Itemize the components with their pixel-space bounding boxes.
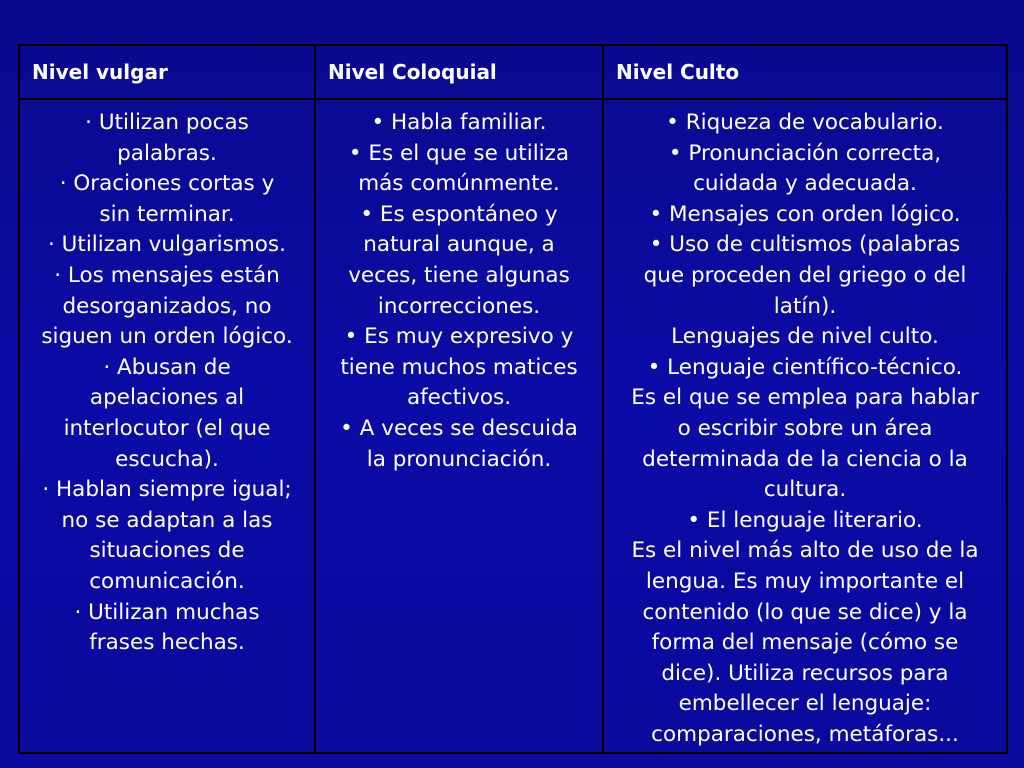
text-line: • Pronunciación correcta, [668,140,942,166]
text-line: incorrecciones. [377,293,541,319]
header-nivel-coloquial: Nivel Coloquial [315,45,603,99]
text-line: no se adaptan a las [61,507,273,533]
text-line: • Riqueza de vocabulario. [666,110,944,135]
text-line: latín). [773,293,837,319]
language-levels-table [18,44,1008,754]
text-line: interlocutor (el que [63,415,271,441]
text-line: palabras. [117,140,217,166]
header-nivel-culto: Nivel Culto [603,45,1007,99]
text-line: • El lenguaje literario. [687,507,923,533]
text-line: · Hablan siempre igual; [42,477,292,503]
text-line: · Utilizan vulgarismos. [48,232,286,258]
text-line: desorganizados, no [62,293,272,319]
text-line: · Utilizan pocas [85,110,249,135]
text-line: veces, tiene algunas [348,262,570,288]
text-line: lengua. Es muy importante el [645,568,965,594]
text-line: afectivos. [406,385,512,411]
text-line: • Lenguaje científico-técnico. [647,354,963,380]
text-line: que proceden del griego o del [643,262,967,288]
text-line: · Abusan de [103,354,231,380]
text-line: natural aunque, a [363,232,555,258]
text-line: determinada de la ciencia o la [642,446,968,472]
text-line: Es el nivel más alto de uso de la [631,538,979,564]
text-line: cuidada y adecuada. [693,171,917,197]
text-line: • Es espontáneo y [360,201,558,227]
text-line: · Utilizan muchas [74,599,260,625]
text-line: forma del mensaje (cómo se [651,630,959,656]
text-line: • Es muy expresivo y [344,324,574,350]
text-line: • Habla familiar. [371,110,547,135]
header-row [19,45,1007,99]
text-line: frases hechas. [89,630,245,656]
text-line: la pronunciación. [366,446,552,472]
text-line: • Es el que se utiliza [348,140,570,166]
text-line: más comúnmente. [358,171,560,197]
cell-nivel-vulgar [19,99,315,753]
text-line: cultura. [763,477,847,503]
text-line: escucha). [115,446,219,472]
text-line: Es el que se emplea para hablar [631,385,979,411]
text-line: situaciones de [89,538,245,564]
text-line: o escribir sobre un área [677,415,933,441]
cell-nivel-coloquial [315,99,603,753]
text-line: comparaciones, metáforas... [651,721,959,747]
text-line: comunicación. [89,568,245,594]
text-line: dice). Utiliza recursos para [661,660,949,686]
text-line: • Mensajes con orden lógico. [649,201,961,227]
text-line: · Oraciones cortas y [59,171,275,197]
text-line: embellecer el lenguaje: [678,691,932,717]
text-line: • A veces se descuida [340,415,578,441]
text-line: · Los mensajes están [54,262,280,288]
content-row [19,99,1007,753]
text-line: sin terminar. [99,201,235,227]
text-line: tiene muchos matices [340,354,578,380]
text-line: apelaciones al [89,385,245,411]
cell-nivel-culto [603,99,1007,753]
text-line: siguen un orden lógico. [41,324,293,350]
text-line: • Uso de cultismos (palabras [649,232,961,258]
text-line: Lenguajes de nivel culto. [671,324,939,350]
header-nivel-vulgar: Nivel vulgar [19,45,315,99]
text-line: contenido (lo que se dice) y la [642,599,968,625]
